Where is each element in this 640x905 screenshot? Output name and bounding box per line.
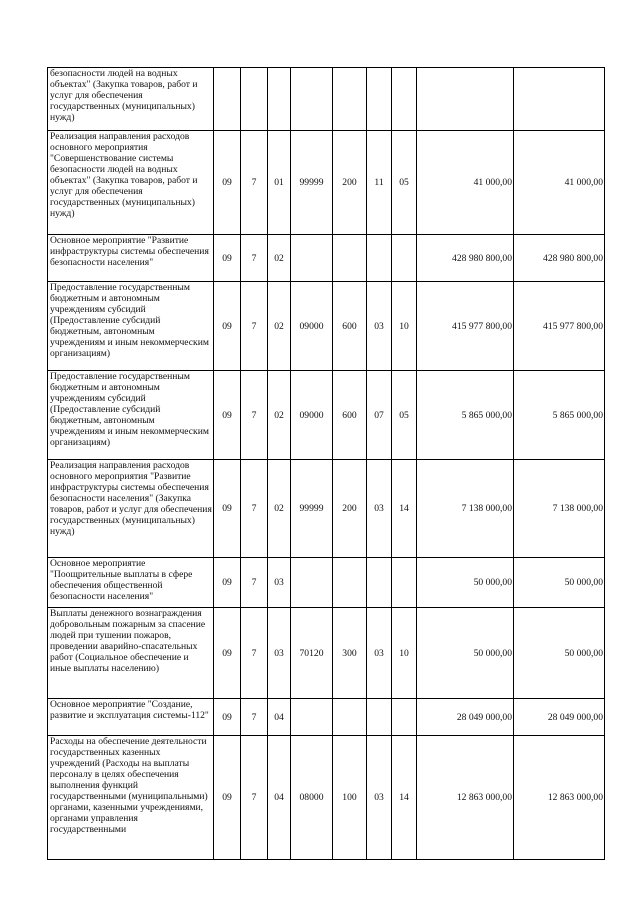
expense-type-cell: [333, 235, 367, 282]
subsection-code-cell: 10: [392, 282, 417, 371]
subprogram-code-cell: 7: [241, 131, 268, 235]
subprogram-code-cell: 7: [241, 736, 268, 860]
subsection-code-cell: [392, 68, 417, 131]
amount-year1-cell: 50 000,00: [417, 608, 514, 699]
program-code-cell: 09: [214, 371, 241, 460]
program-code-cell: 09: [214, 235, 241, 282]
expense-type-cell: 100: [333, 736, 367, 860]
main-event-code-cell: 03: [268, 558, 291, 608]
amount-year2-cell: 41 000,00: [514, 131, 605, 235]
main-event-code-cell: 02: [268, 282, 291, 371]
amount-year1-cell: 12 863 000,00: [417, 736, 514, 860]
description-cell: Реализация направления расходов основного мероприятия "Совершенствование системы безопасности людей на водных объектах" (Закупка товаров, работ и услуг для обеспечения государственных (муниципальных) нужд): [48, 131, 214, 235]
program-code-cell: [214, 68, 241, 131]
amount-year1-cell: 5 865 000,00: [417, 371, 514, 460]
section-code-cell: [367, 699, 392, 736]
description-cell: Основное мероприятие "Развитие инфраструктуры системы обеспечения безопасности населения": [48, 235, 214, 282]
program-code-cell: 09: [214, 699, 241, 736]
description-cell: Предоставление государственным бюджетным и автономным учреждениям субсидий (Предоставление субсидий бюджетным, автономным учреждениям и иным некоммерческим организациям): [48, 282, 214, 371]
amount-year1-cell: [417, 68, 514, 131]
table-row: [48, 68, 605, 131]
budget-table: [47, 67, 605, 860]
direction-code-cell: [291, 558, 333, 608]
subprogram-code-cell: 7: [241, 558, 268, 608]
section-code-cell: 07: [367, 371, 392, 460]
expense-type-cell: 200: [333, 131, 367, 235]
direction-code-cell: 70120: [291, 608, 333, 699]
program-code-cell: 09: [214, 460, 241, 558]
subprogram-code-cell: 7: [241, 371, 268, 460]
table-row: [48, 460, 605, 558]
budget-table-body: [48, 68, 605, 860]
subprogram-code-cell: [241, 68, 268, 131]
program-code-cell: 09: [214, 608, 241, 699]
amount-year2-cell: 5 865 000,00: [514, 371, 605, 460]
amount-year2-cell: [514, 68, 605, 131]
table-row: [48, 608, 605, 699]
amount-year2-cell: 12 863 000,00: [514, 736, 605, 860]
direction-code-cell: [291, 235, 333, 282]
subsection-code-cell: 05: [392, 131, 417, 235]
subsection-code-cell: 14: [392, 460, 417, 558]
amount-year2-cell: 28 049 000,00: [514, 699, 605, 736]
amount-year2-cell: 428 980 800,00: [514, 235, 605, 282]
expense-type-cell: [333, 558, 367, 608]
main-event-code-cell: 04: [268, 736, 291, 860]
description-cell: Реализация направления расходов основного мероприятия "Развитие инфраструктуры системы обеспечения безопасности населения" (Закупка товаров, работ и услуг для обеспечения государственных (муниципальных) нужд): [48, 460, 214, 558]
direction-code-cell: [291, 699, 333, 736]
amount-year1-cell: 41 000,00: [417, 131, 514, 235]
expense-type-cell: 200: [333, 460, 367, 558]
subprogram-code-cell: 7: [241, 699, 268, 736]
subprogram-code-cell: 7: [241, 608, 268, 699]
table-row: [48, 558, 605, 608]
expense-type-cell: [333, 68, 367, 131]
description-cell: Предоставление государственным бюджетным и автономным учреждениям субсидий (Предоставление субсидий бюджетным, автономным учреждениям и иным некоммерческим организациям): [48, 371, 214, 460]
amount-year1-cell: 50 000,00: [417, 558, 514, 608]
subsection-code-cell: [392, 235, 417, 282]
amount-year1-cell: 428 980 800,00: [417, 235, 514, 282]
section-code-cell: 03: [367, 460, 392, 558]
amount-year2-cell: 50 000,00: [514, 608, 605, 699]
direction-code-cell: [291, 68, 333, 131]
subprogram-code-cell: 7: [241, 235, 268, 282]
subsection-code-cell: 14: [392, 736, 417, 860]
program-code-cell: 09: [214, 282, 241, 371]
amount-year1-cell: 28 049 000,00: [417, 699, 514, 736]
amount-year2-cell: 50 000,00: [514, 558, 605, 608]
description-cell: Расходы на обеспечение деятельности государственных казенных учреждений (Расходы на выплаты персоналу в целях обеспечения выполнения функций государственными (муниципальными) органами, казенными учреждениями, органами управления государственными: [48, 736, 214, 860]
table-row: [48, 282, 605, 371]
section-code-cell: [367, 68, 392, 131]
main-event-code-cell: 04: [268, 699, 291, 736]
subsection-code-cell: 05: [392, 371, 417, 460]
table-row: [48, 371, 605, 460]
main-event-code-cell: 02: [268, 235, 291, 282]
main-event-code-cell: 02: [268, 371, 291, 460]
direction-code-cell: 08000: [291, 736, 333, 860]
direction-code-cell: 99999: [291, 131, 333, 235]
subsection-code-cell: [392, 699, 417, 736]
expense-type-cell: 600: [333, 371, 367, 460]
subsection-code-cell: 10: [392, 608, 417, 699]
program-code-cell: 09: [214, 558, 241, 608]
main-event-code-cell: 01: [268, 131, 291, 235]
main-event-code-cell: 02: [268, 460, 291, 558]
section-code-cell: 11: [367, 131, 392, 235]
table-row: [48, 736, 605, 860]
amount-year2-cell: 415 977 800,00: [514, 282, 605, 371]
direction-code-cell: 09000: [291, 282, 333, 371]
description-cell: Основное мероприятие "Поощрительные выплаты в сфере обеспечения общественной безопасности населения": [48, 558, 214, 608]
section-code-cell: 03: [367, 282, 392, 371]
program-code-cell: 09: [214, 736, 241, 860]
amount-year1-cell: 415 977 800,00: [417, 282, 514, 371]
amount-year2-cell: 7 138 000,00: [514, 460, 605, 558]
subprogram-code-cell: 7: [241, 460, 268, 558]
main-event-code-cell: [268, 68, 291, 131]
subsection-code-cell: [392, 558, 417, 608]
table-row: [48, 131, 605, 235]
expense-type-cell: 600: [333, 282, 367, 371]
section-code-cell: 03: [367, 608, 392, 699]
amount-year1-cell: 7 138 000,00: [417, 460, 514, 558]
section-code-cell: [367, 235, 392, 282]
program-code-cell: 09: [214, 131, 241, 235]
description-cell: безопасности людей на водных объектах" (Закупка товаров, работ и услуг для обеспечения государственных (муниципальных) нужд): [48, 68, 214, 131]
description-cell: Выплаты денежного вознаграждения добровольным пожарным за спасение людей при тушении пожаров, проведении аварийно-спасательных работ (Социальное обеспечение и иные выплаты населению): [48, 608, 214, 699]
expense-type-cell: 300: [333, 608, 367, 699]
section-code-cell: [367, 558, 392, 608]
direction-code-cell: 99999: [291, 460, 333, 558]
section-code-cell: 03: [367, 736, 392, 860]
direction-code-cell: 09000: [291, 371, 333, 460]
expense-type-cell: [333, 699, 367, 736]
description-cell: Основное мероприятие "Создание, развитие и эксплуатация системы-112": [48, 699, 214, 736]
main-event-code-cell: 03: [268, 608, 291, 699]
table-row: [48, 235, 605, 282]
table-row: [48, 699, 605, 736]
subprogram-code-cell: 7: [241, 282, 268, 371]
